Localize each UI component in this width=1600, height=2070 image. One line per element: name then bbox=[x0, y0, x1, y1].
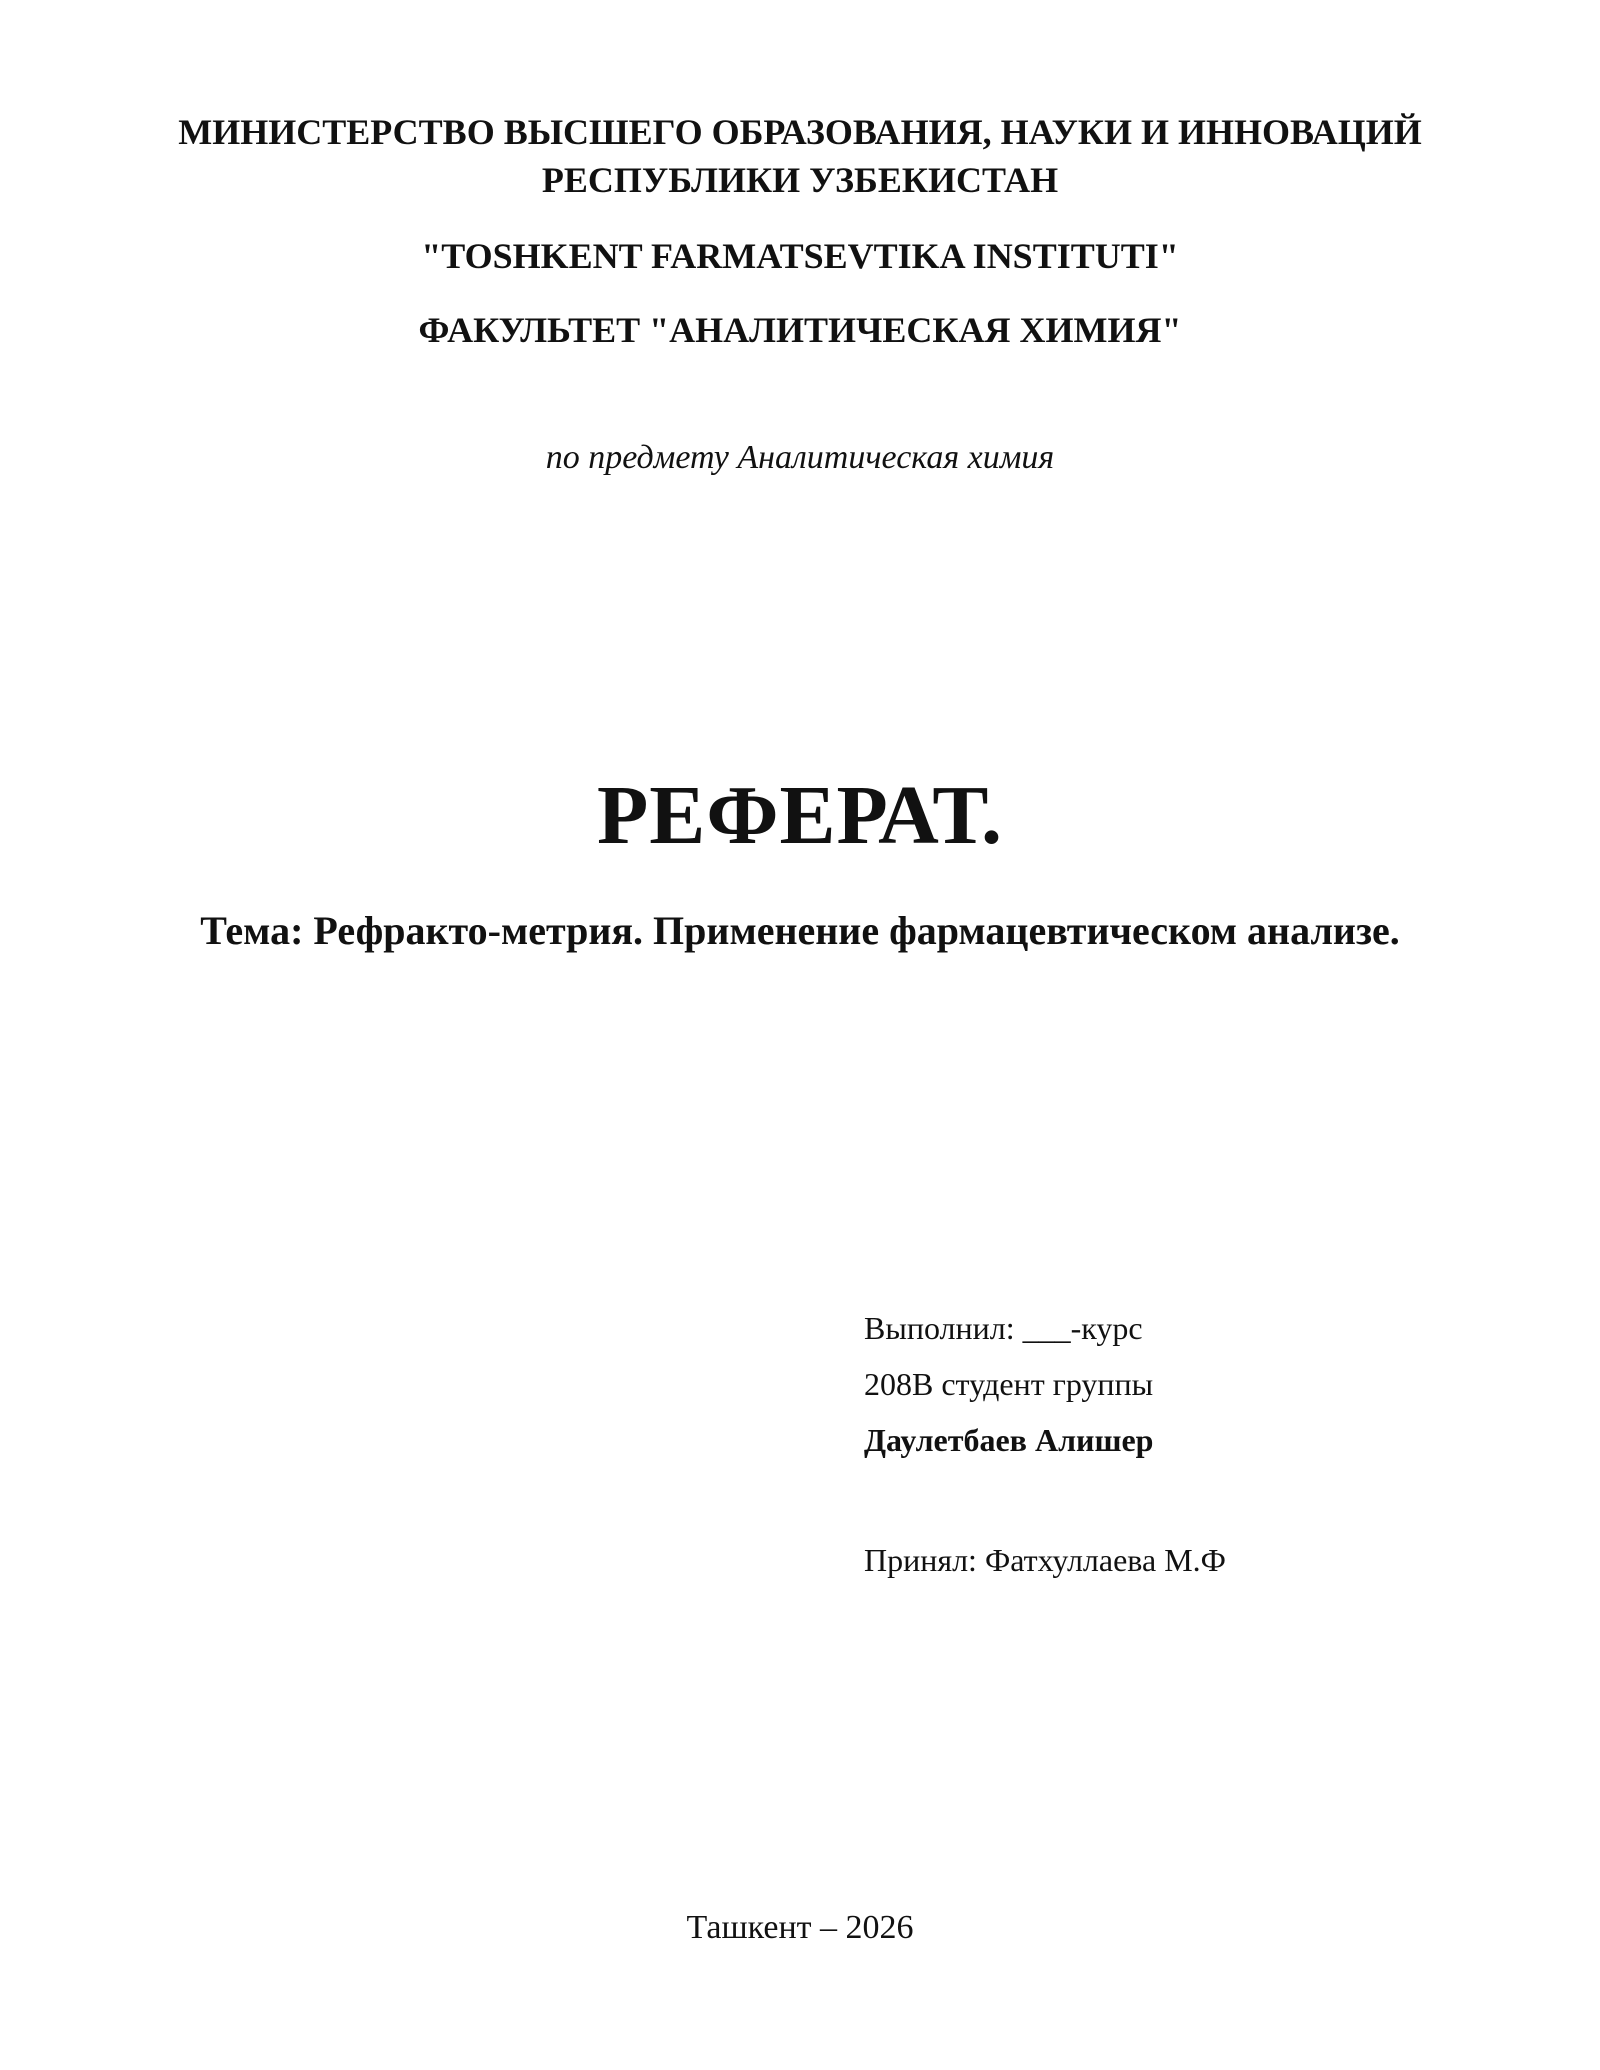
city-year-footer: Ташкент – 2026 bbox=[686, 1909, 914, 1946]
student-group-line: 208B студент группы bbox=[864, 1366, 1154, 1402]
document-type-heading: РЕФЕРАТ. bbox=[597, 769, 1003, 862]
completed-by-line: Выполнил: ___-курс bbox=[864, 1310, 1143, 1346]
ministry-name-line-2: РЕСПУБЛИКИ УЗБЕКИСТАН bbox=[541, 160, 1059, 200]
document-topic: Тема: Рефракто-метрия. Применение фармацевтическом анализе. bbox=[200, 908, 1400, 953]
subject-line: по предмету Аналитическая химия bbox=[545, 439, 1055, 476]
institute-name: "TOSHKENT FARMATSEVTIKA INSTITUTI" bbox=[421, 236, 1179, 276]
faculty-name: ФАКУЛЬТЕТ "АНАЛИТИЧЕСКАЯ ХИМИЯ" bbox=[418, 310, 1182, 350]
accepted-by-line: Принял: Фатхуллаева М.Ф bbox=[864, 1542, 1226, 1578]
student-name: Даулетбаев Алишер bbox=[864, 1422, 1154, 1458]
ministry-name-line-1: МИНИСТЕРСТВО ВЫСШЕГО ОБРАЗОВАНИЯ, НАУКИ И ИННОВАЦИЙ bbox=[178, 112, 1422, 152]
